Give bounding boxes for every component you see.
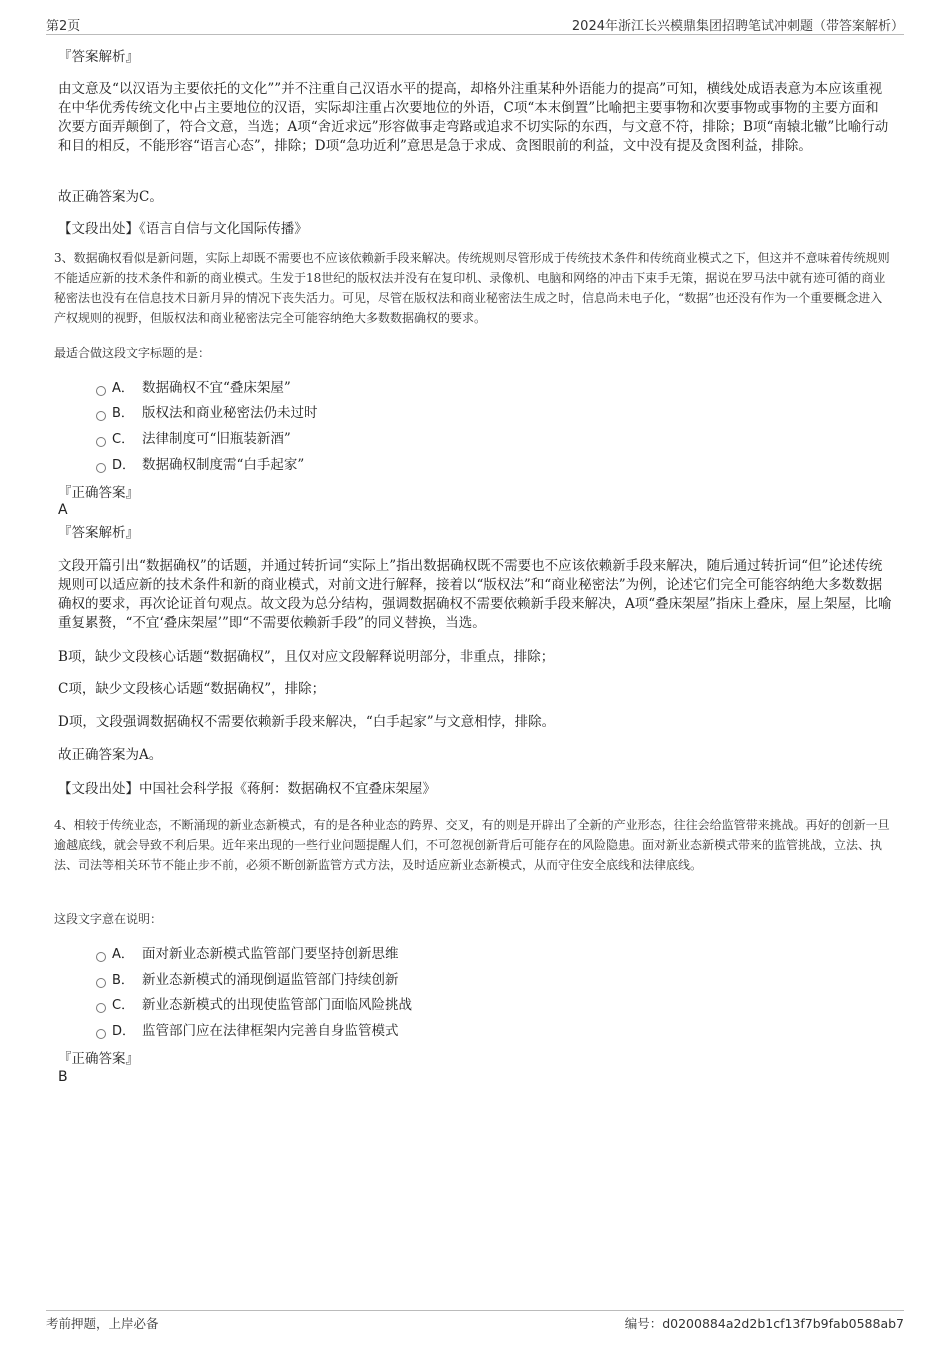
radio-icon[interactable]	[96, 1029, 106, 1039]
q3-option-c[interactable]: C． 法律制度可“旧瓶装新酒”	[96, 429, 291, 449]
radio-icon[interactable]	[96, 437, 106, 447]
q4-option-c[interactable]: C． 新业态新模式的出现使监管部门面临风险挑战	[96, 995, 412, 1015]
q3-source: 【文段出处】中国社会科学报《蒋舸：数据确权不宜叠床架屋》	[58, 781, 436, 797]
q3-option-b[interactable]: B． 版权法和商业秘密法仍未过时	[96, 403, 318, 423]
page-number: 第2页	[46, 19, 81, 34]
q3-option-d-note: D项，文段强调数据确权不需要依赖新手段来解决，“白手起家”与文意相悖，排除。	[58, 714, 556, 730]
q3-analysis: 文段开篇引出“数据确权”的话题，并通过转折词“实际上”指出数据确权既不需要也不应该依赖新手段来解决，随后通过转折词“但”论述传统规则可以适应新的技术条件和新的商业模式，对前文进行解释，接着以“版权法”和“商业秘密法”为例，论述它们完全可能容纳绝大多数数据确权的要求，再次论证首句观点。故文段为总分结构，强调数据确权不需要依赖新手段来解决，A项“叠床架屋”指床上叠床，屋上架屋，比喻重复累赘，“不宜‘叠床架屋’”即“不需要依赖新手段”的同义替换，当选。	[58, 558, 892, 631]
q2-source: 【文段出处】《语言自信与文化国际传播》	[58, 221, 308, 237]
document-title: 2024年浙江长兴模鼎集团招聘笔试冲刺题（带答案解析）	[571, 19, 904, 34]
q2-conclusion: 故正确答案为C。	[58, 189, 163, 205]
q3-option-a[interactable]: A． 数据确权不宜“叠床架屋”	[96, 378, 291, 398]
radio-icon[interactable]	[96, 463, 106, 473]
page-header	[46, 12, 904, 35]
q4-option-a[interactable]: A． 面对新业态新模式监管部门要坚持创新思维	[96, 944, 399, 964]
q3-passage: 3、数据确权看似是新问题，实际上却既不需要也不应该依赖新手段来解决。传统规则尽管形成于传统技术条件和传统商业模式之下，但这并不意味着传统规则不能适应新的技术条件和新的商业模式。生发于18世纪的版权法并没有在复印机、录像机、电脑和网络的冲击下束手无策，据说在罗马法中就有迹可循的商业秘密法也没有在信息技术日新月异的情况下丧失活力。可见，尽管在版权法和商业秘密法生成之时，信息尚未电子化，“数据”也还没有作为一个重要概念进入产权规则的视野，但版权法和商业秘密法完全可能容纳绝大多数数据确权的要求。	[54, 251, 890, 325]
q4-option-b[interactable]: B． 新业态新模式的涌现倒逼监管部门持续创新	[96, 970, 399, 990]
radio-icon[interactable]	[96, 1003, 106, 1013]
q3-option-d[interactable]: D． 数据确权制度需“白手起家”	[96, 455, 304, 475]
q3-answer: A	[58, 502, 68, 518]
q3-conclusion: 故正确答案为A。	[58, 747, 163, 763]
q3-option-c-note: C项，缺少文段核心话题“数据确权”，排除；	[58, 681, 326, 697]
radio-icon[interactable]	[96, 411, 106, 421]
q2-analysis: 由文意及“以汉语为主要依托的文化””并不注重自己汉语水平的提高，却格外注重某种外语能力的提高”可知，横线处成语表意为本应该重视在中华优秀传统文化中占主要地位的汉语，实际却注重占次要地位的外语，C项“本末倒置”比喻把主要事物和次要事物或事物的主要方面和次要方面弄颠倒了，符合文意，当选；A项“舍近求远”形容做事走弯路或追求不切实际的东西，与文意不符，排除；B项“南辕北辙”比喻行动和目的相反，不能形容“语言心态”，排除；D项“急功近利”意思是急于求成、贪图眼前的利益，文中没有提及贪图利益，排除。	[58, 81, 889, 154]
q4-passage: 4、相较于传统业态，不断涌现的新业态新模式，有的是各种业态的跨界、交叉，有的则是开辟出了全新的产业形态，往往会给监管带来挑战。再好的创新一旦逾越底线，就会导致不利后果。近年来出现的一些行业问题提醒人们，不可忽视创新背后可能存在的风险隐患。面对新业态新模式带来的监管挑战，立法、执法、司法等相关环节不能止步不前，必须不断创新监管方式方法，及时适应新业态新模式，从而守住安全底线和法律底线。	[54, 818, 890, 872]
q3-option-b-note: B项，缺少文段核心话题“数据确权”，且仅对应文段解释说明部分，非重点，排除；	[58, 649, 555, 665]
footer-slogan: 考前押题，上岸必备	[46, 1316, 159, 1331]
radio-icon[interactable]	[96, 386, 106, 396]
q3-answer-label: 『正确答案』	[58, 485, 139, 501]
q4-prompt: 这段文字意在说明：	[54, 912, 163, 926]
q4-answer: B	[58, 1069, 68, 1085]
radio-icon[interactable]	[96, 952, 106, 962]
document-id: 编号：d0200884a2d2b1cf13f7b9fab0588ab7	[624, 1316, 904, 1331]
q4-answer-label: 『正确答案』	[58, 1051, 139, 1067]
radio-icon[interactable]	[96, 978, 106, 988]
page-footer	[46, 1310, 904, 1333]
q3-prompt: 最适合做这段文字标题的是：	[54, 346, 211, 360]
q4-option-d[interactable]: D． 监管部门应在法律框架内完善自身监管模式	[96, 1021, 399, 1041]
q3-analysis-label: 『答案解析』	[58, 525, 139, 541]
q2-analysis-label: 『答案解析』	[58, 49, 139, 65]
